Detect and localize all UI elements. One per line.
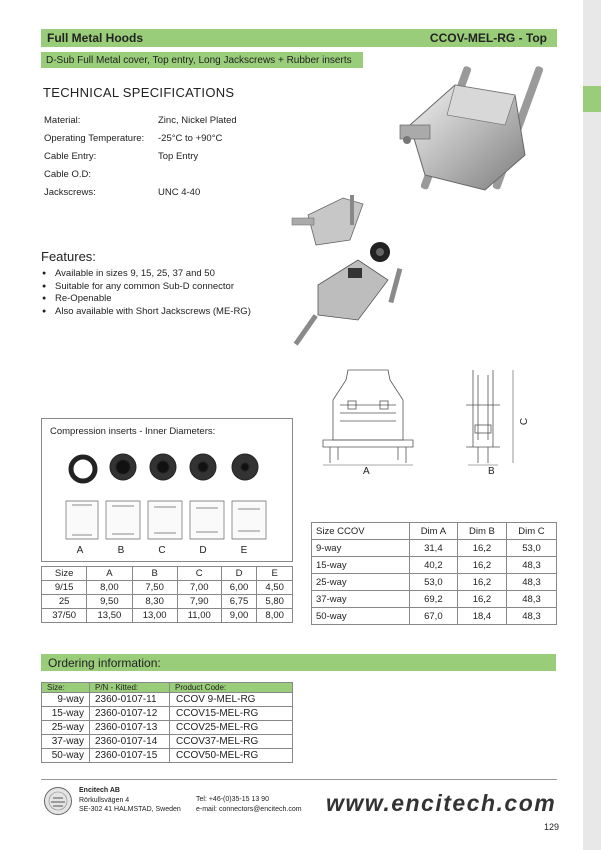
spec-row [44, 169, 237, 187]
compression-inserts-box [41, 418, 293, 562]
page-number: 129 [544, 822, 560, 832]
table-cell: 7,00 [177, 581, 221, 595]
ordering-heading: Ordering information: [48, 655, 161, 670]
table-row [312, 591, 557, 608]
subtitle-bar [41, 52, 363, 68]
table-row [312, 608, 557, 625]
table-cell: 37-way [312, 591, 410, 608]
spec-row [44, 133, 237, 151]
table-cell: 16,2 [457, 557, 506, 574]
table-cell: CCOV25-MEL-RG [170, 721, 293, 735]
company-contact [196, 795, 302, 814]
ordering-heading-bar [41, 654, 556, 671]
table-cell: CCOV15-MEL-RG [170, 707, 293, 721]
spec-value: UNC 4-40 [158, 187, 201, 198]
insert-letter: D [199, 545, 207, 556]
table-cell: 37/50 [42, 609, 87, 623]
table-header-row [312, 523, 557, 540]
table-cell: 15-way [312, 557, 410, 574]
table-row [42, 749, 293, 763]
column-header: Size CCOV [312, 523, 410, 540]
table-row [42, 595, 293, 609]
hood-photo [385, 55, 545, 205]
side-tab-marker [583, 86, 601, 112]
table-cell: 16,2 [457, 540, 506, 557]
table-cell: 16,2 [457, 574, 506, 591]
company-address [79, 786, 181, 815]
tech-specs-heading: TECHNICAL SPECIFICATIONS [43, 85, 235, 100]
company-email[interactable]: e-mail: connectors@encitech.com [196, 805, 302, 813]
table-cell: 9-way [42, 693, 90, 707]
technical-drawing [318, 365, 548, 480]
spec-label: Cable O.D: [44, 169, 91, 180]
column-header: C [177, 567, 221, 581]
spec-row [44, 151, 237, 169]
column-header: Dim C [506, 523, 556, 540]
insert-letter-row [68, 545, 256, 556]
table-cell: 13,00 [132, 609, 177, 623]
spec-label: Cable Entry: [44, 151, 97, 162]
table-cell: 31,4 [409, 540, 457, 557]
ordering-table [41, 682, 293, 763]
table-row [42, 735, 293, 749]
table-cell: 48,3 [506, 557, 556, 574]
table-row [42, 721, 293, 735]
feature-item: ● Also available with Short Jackscrews (ME-RG) [41, 306, 251, 319]
table-cell: 6,75 [221, 595, 257, 609]
table-cell: 6,00 [221, 581, 257, 595]
table-cell: CCOV50-MEL-RG [170, 749, 293, 763]
dim-label-c: C [519, 417, 531, 426]
table-cell: 11,00 [177, 609, 221, 623]
table-row [312, 540, 557, 557]
table-cell: 67,0 [409, 608, 457, 625]
table-row [42, 693, 293, 707]
compression-heading: Compression inserts - Inner Diameters: [50, 426, 216, 437]
spec-value: Top Entry [158, 151, 199, 162]
company-tel: Tel: +46-(0)35-15 13 90 [196, 796, 269, 803]
column-header: E [257, 567, 293, 581]
spec-row [44, 115, 237, 133]
spec-label: Operating Temperature: [44, 133, 145, 144]
dim-label-a: A [363, 466, 370, 477]
table-cell: 53,0 [409, 574, 457, 591]
table-row [42, 707, 293, 721]
table-cell: 48,3 [506, 608, 556, 625]
table-cell: 2360-0107-12 [90, 707, 170, 721]
page-title: Full Metal Hoods [47, 31, 143, 45]
table-cell: 9/15 [42, 581, 87, 595]
table-cell: 48,3 [506, 574, 556, 591]
table-cell: 50-way [42, 749, 90, 763]
company-name: Encitech AB [79, 787, 120, 794]
spec-list [44, 115, 237, 205]
table-cell: 25 [42, 595, 87, 609]
table-cell: 2360-0107-11 [90, 693, 170, 707]
footer-divider [41, 779, 557, 780]
side-bar [583, 0, 601, 850]
company-city: SE-302 41 HALMSTAD, Sweden [79, 806, 181, 813]
spec-value: Zinc, Nickel Plated [158, 115, 237, 126]
table-cell: 2360-0107-13 [90, 721, 170, 735]
insert-letter: B [117, 545, 125, 556]
table-cell: 7,50 [132, 581, 177, 595]
table-cell: 16,2 [457, 591, 506, 608]
company-street: Rörkullsvägen 4 [79, 796, 130, 804]
table-cell: 5,80 [257, 595, 293, 609]
website-link[interactable]: www.encitech.com [326, 790, 557, 816]
dimension-table [311, 522, 557, 625]
dim-label-b: B [488, 466, 495, 477]
table-cell: 8,30 [132, 595, 177, 609]
table-cell: 69,2 [409, 591, 457, 608]
table-cell: 25-way [312, 574, 410, 591]
feature-item: ● Suitable for any common Sub-D connector [41, 281, 251, 294]
table-cell: 50-way [312, 608, 410, 625]
exploded-view-photo [288, 190, 418, 350]
insert-letter: C [158, 545, 166, 556]
table-row [42, 609, 293, 623]
spec-label: Material: [44, 115, 81, 126]
title-bar [41, 29, 557, 47]
column-header: Dim B [457, 523, 506, 540]
table-row [312, 557, 557, 574]
table-cell: 2360-0107-14 [90, 735, 170, 749]
table-cell: 53,0 [506, 540, 556, 557]
table-cell: 18,4 [457, 608, 506, 625]
table-cell: CCOV 9-MEL-RG [170, 693, 293, 707]
table-cell: 48,3 [506, 591, 556, 608]
table-cell: 8,00 [257, 609, 293, 623]
table-cell: 2360-0107-15 [90, 749, 170, 763]
table-cell: 4,50 [257, 581, 293, 595]
inserts-illustration [50, 445, 286, 540]
table-cell: 37-way [42, 735, 90, 749]
column-header: A [87, 567, 132, 581]
table-cell: 15-way [42, 707, 90, 721]
features-heading: Features: [41, 249, 96, 264]
column-header: B [132, 567, 177, 581]
insert-letter: A [76, 545, 84, 556]
table-cell: 40,2 [409, 557, 457, 574]
table-cell: 8,00 [87, 581, 132, 595]
column-header: Size [42, 567, 87, 581]
table-header-row [42, 683, 293, 693]
feature-item: ● Re-Openable [41, 293, 251, 306]
column-header: P/N - Kitted: [90, 683, 170, 693]
insert-size-table [41, 566, 293, 623]
features-list [41, 268, 251, 318]
table-row [312, 574, 557, 591]
column-header: D [221, 567, 257, 581]
table-header-row [42, 567, 293, 581]
spec-row [44, 187, 237, 205]
column-header: Dim A [409, 523, 457, 540]
table-cell: 9,50 [87, 595, 132, 609]
table-cell: 9-way [312, 540, 410, 557]
spec-value: -25°C to +90°C [158, 133, 223, 144]
table-cell: 25-way [42, 721, 90, 735]
table-cell: CCOV37-MEL-RG [170, 735, 293, 749]
table-row [42, 581, 293, 595]
table-cell: 7,90 [177, 595, 221, 609]
subtitle: D-Sub Full Metal cover, Top entry, Long Jackscrews + Rubber inserts [46, 54, 352, 66]
spec-label: Jackscrews: [44, 187, 96, 198]
product-code-title: CCOV-MEL-RG - Top [429, 31, 547, 45]
feature-item: ● Available in sizes 9, 15, 25, 37 and 50 [41, 268, 251, 281]
column-header: Product Code: [170, 683, 293, 693]
column-header: Size: [42, 683, 90, 693]
table-cell: 9,00 [221, 609, 257, 623]
table-cell: 13,50 [87, 609, 132, 623]
insert-letter: E [240, 545, 248, 556]
company-seal-icon [43, 786, 73, 816]
